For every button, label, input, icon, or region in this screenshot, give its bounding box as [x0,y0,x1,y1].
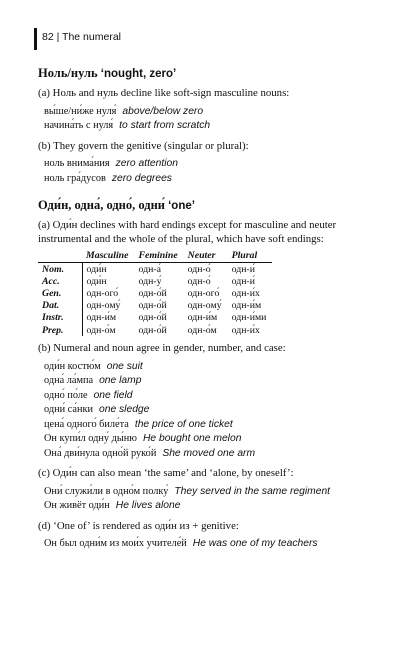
example [44,447,383,461]
case-label: Nom. [38,263,82,276]
example-english: They served in the same regiment [174,485,331,497]
example [44,432,383,446]
margin-bar [34,28,37,50]
example-english: He bought one melon [142,433,242,445]
example [44,485,383,499]
table-cell: одн-ому́ [187,300,222,312]
table-cell: одн-у́ [138,275,162,287]
example-russian: Он был одни́м из мои́х учителе́й [44,538,187,550]
table-cell: одн-о́й [138,324,167,336]
table-cell: одн-и́х [231,287,260,299]
example-english: He lives alone [115,500,181,512]
example [44,389,383,403]
table-header-row [38,250,272,263]
page [38,30,383,552]
example-english: He was one of my teachers [192,538,318,550]
table-cell: одн-о́м [86,324,116,336]
example-russian: одно́ по́ле [44,389,88,401]
example-english: one field [93,389,133,401]
case-label: Dat. [38,300,82,312]
table-row [38,287,272,299]
declension-table [38,250,272,336]
example [44,499,383,513]
table-cell: одн-а́ [138,263,161,275]
table-cell: одн-о́й [138,287,167,299]
example-russian: вы́ше/ни́же нуля́ [44,105,117,117]
example-russian: Она́ дви́нула одно́й руко́й [44,447,157,459]
section-heading-zero [38,66,383,81]
example [44,119,383,133]
example-russian: ноль внима́ния [44,158,110,169]
table-row [38,275,272,287]
example-russian: одни́ са́нки [44,404,93,416]
example [44,172,383,186]
table-header-cell: Plural [228,250,273,263]
example [44,360,383,374]
case-label: Gen. [38,287,82,299]
case-label: Prep. [38,324,82,336]
table-cell: одн-о́й [138,312,167,324]
example-english: one sledge [98,404,150,416]
paragraph-c-one: (c) Оди́н can also mean ‘the same’ and ‘alone, by oneself’: [38,467,294,480]
paragraph-d-one: (d) ‘One of’ is rendered as оди́н из + genitive: [38,519,239,532]
table-cell: одн-и́м [231,300,262,312]
table-cell: одн-ому́ [86,300,121,312]
example-russian: начина́ть с нуля́ [44,120,114,131]
paragraph-b-zero: (b) They govern the genitive (singular or plural): [38,139,249,152]
table-row [38,300,272,312]
example-russian: Он купи́л одну́ ды́ню [44,433,137,445]
section-heading-one [38,198,383,213]
example-russian: оди́н костю́м [44,360,101,372]
section-heading-title: Оди́н, одна́, одно́, одни́ [38,198,165,212]
example [44,537,383,551]
example [44,157,383,171]
paragraph-a-zero: (a) Ноль and нуль decline like soft-sign masculine nouns: [38,87,290,99]
example-russian: Они́ служи́ли в одно́м полку́ [44,485,169,497]
table-header-cell [38,250,82,263]
table-cell: одн-и́м [86,312,117,324]
example [44,403,383,417]
table-cell: оди́н [86,275,107,287]
example-english: to start from scratch [119,120,211,131]
example-english: zero degrees [111,172,172,184]
table-cell: одн-о́м [187,324,217,336]
table-cell: одн-и́ [231,263,255,275]
table-cell: одн-ого́ [187,287,220,299]
table-cell: одн-и́ [231,275,255,287]
paragraph-b-one: (b) Numeral and noun agree in gender, number, and case: [38,342,286,355]
example-english: above/below zero [122,105,204,117]
table-cell: одн-о́ [187,275,211,287]
example-english: one lamp [99,375,142,387]
example-russian: цена́ одного́ биле́та [44,418,129,430]
example-russian: Он живёт оди́н [44,500,110,512]
table-cell: оди́н [86,263,107,275]
table-header-cell: Masculine [82,250,134,263]
paragraph-a-one: (a) Оди́н declines with hard endings except for masculine and neuter instrumental and the whole of the plural, which have soft endings: [38,219,337,245]
example-russian: ноль гра́дусов [44,172,106,184]
table-cell: одн-и́х [231,324,260,336]
section-heading-gloss: ‘one’ [168,200,195,212]
table-cell: одн-о́й [138,300,167,312]
example-russian: одна́ ла́мпа [44,375,94,387]
table-cell: одн-о́ [187,263,211,275]
table-cell: одн-и́ми [231,312,267,324]
example-english: zero attention [115,158,178,169]
case-label: Acc. [38,275,82,287]
table-cell: одн-и́м [187,312,218,324]
running-head-text: 82 | The numeral [42,31,121,43]
example-english: She moved one arm [162,447,256,459]
table-row [38,263,272,276]
case-label: Instr. [38,312,82,324]
table-row [38,312,272,324]
section-heading-title: Ноль/нуль [38,66,98,80]
table-header-cell: Feminine [134,250,183,263]
table-row [38,324,272,336]
table-cell: одн-ого́ [86,287,119,299]
running-head [38,30,383,48]
example-english: the price of one ticket [134,418,233,430]
section-heading-gloss: ‘nought, zero’ [100,68,177,80]
example [44,374,383,388]
table-header-cell: Neuter [184,250,228,263]
example [44,105,383,119]
example-english: one suit [106,360,143,372]
example [44,418,383,432]
